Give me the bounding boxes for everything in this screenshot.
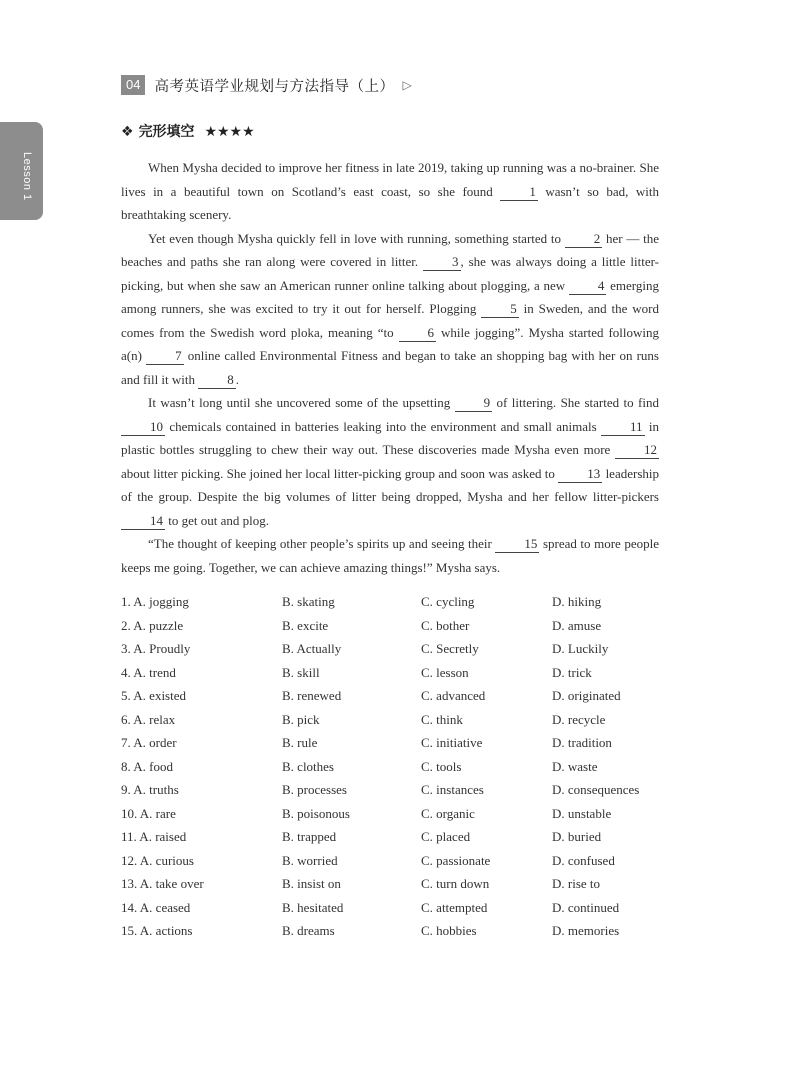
option-d: D. buried <box>552 829 602 844</box>
blank-14: 14 <box>121 513 165 530</box>
option-b: B. hesitated <box>282 899 344 915</box>
blank-13: 13 <box>558 466 602 483</box>
option-c: C. passionate <box>421 852 491 868</box>
option-a: 6. A. relax <box>121 711 176 727</box>
blank-4: 4 <box>569 278 607 295</box>
option-row-12 <box>121 849 681 873</box>
option-a: 2. A. puzzle <box>121 617 184 633</box>
option-b: B. trapped <box>282 829 337 844</box>
option-d: D. Luckily <box>552 641 609 656</box>
option-c: C. Secretly <box>421 641 479 656</box>
option-a: 15. A. actions <box>121 923 193 938</box>
book-title: 高考英语学业规划与方法指导（上） <box>154 78 395 95</box>
option-a: 14. A. ceased <box>121 899 191 915</box>
option-row-11 <box>121 825 681 849</box>
option-c: C. bother <box>421 617 470 633</box>
option-d: D. waste <box>552 758 598 774</box>
option-row-4 <box>121 661 681 685</box>
blank-5: 5 <box>481 301 519 318</box>
option-row-1 <box>121 590 681 614</box>
option-b: B. poisonous <box>282 805 350 821</box>
section-title-text: 完形填空 <box>138 124 195 140</box>
option-a: 7. A. order <box>121 735 177 750</box>
option-b: B. worried <box>282 852 338 868</box>
option-b: B. pick <box>282 711 320 727</box>
option-d: D. trick <box>552 664 592 680</box>
option-b: B. processes <box>282 782 347 797</box>
blank-1: 1 <box>500 184 538 201</box>
option-a: 8. A. food <box>121 758 173 774</box>
option-d: D. amuse <box>552 617 602 633</box>
option-b: B. skating <box>282 594 335 609</box>
option-c: C. think <box>421 711 463 727</box>
side-tab-label: Lesson 1 <box>21 151 33 201</box>
option-b: B. renewed <box>282 688 342 703</box>
option-c: C. cycling <box>421 594 475 609</box>
option-b: B. excite <box>282 617 329 633</box>
option-d: D. originated <box>552 688 621 703</box>
blank-11: 11 <box>601 419 645 436</box>
option-d: D. unstable <box>552 805 612 821</box>
page-number: 04 <box>121 75 145 95</box>
option-row-9 <box>121 778 681 802</box>
difficulty-stars: ★★★★ <box>204 124 255 140</box>
option-c: C. placed <box>421 829 471 844</box>
paragraph-4: “The thought of keeping other people’s spirits up and seeing their 15 spread to more people keeps me going. Together, we can achieve amazing things!” Mysha says. <box>121 536 660 575</box>
option-row-7 <box>121 731 681 755</box>
blank-12: 12 <box>615 442 659 459</box>
option-row-10 <box>121 802 681 826</box>
option-row-8 <box>121 755 681 779</box>
option-a: 4. A. trend <box>121 664 176 680</box>
option-c: C. attempted <box>421 899 488 915</box>
option-a: 13. A. take over <box>121 876 204 891</box>
blank-10: 10 <box>121 419 165 436</box>
option-row-6 <box>121 708 681 732</box>
option-d: D. continued <box>552 899 620 915</box>
option-d: D. memories <box>552 923 620 938</box>
option-c: C. initiative <box>421 735 483 750</box>
option-a: 11. A. raised <box>121 829 187 844</box>
option-row-3 <box>121 637 681 661</box>
option-a: 9. A. truths <box>121 782 179 797</box>
section-title <box>121 121 260 141</box>
option-c: C. organic <box>421 805 475 821</box>
option-d: D. tradition <box>552 735 612 750</box>
option-b: B. insist on <box>282 876 341 891</box>
option-a: 12. A. curious <box>121 852 194 868</box>
blank-8: 8 <box>198 372 236 389</box>
option-b: B. skill <box>282 664 320 680</box>
blank-7: 7 <box>146 348 184 365</box>
option-a: 5. A. existed <box>121 688 186 703</box>
blank-9: 9 <box>455 395 493 412</box>
paragraph-1: When Mysha decided to improve her fitness in late 2019, taking up running was a no-brainer. She lives in a beautiful town on Scotland’s east coast, so she found 1 wasn’t so bad, with breathtaking scenery. <box>121 160 659 222</box>
option-b: B. Actually <box>282 641 342 656</box>
option-row-13 <box>121 872 681 896</box>
option-row-2 <box>121 614 681 638</box>
option-c: C. hobbies <box>421 923 477 938</box>
option-b: B. rule <box>282 735 318 750</box>
option-d: D. rise to <box>552 876 601 891</box>
option-a: 10. A. rare <box>121 805 176 821</box>
blank-15: 15 <box>495 536 539 553</box>
option-c: C. turn down <box>421 876 490 891</box>
option-row-15 <box>121 919 681 943</box>
cloze-passage <box>121 156 659 579</box>
page-header <box>121 74 412 96</box>
option-row-5 <box>121 684 681 708</box>
option-d: D. recycle <box>552 711 606 727</box>
blank-6: 6 <box>399 325 437 342</box>
option-b: B. dreams <box>282 923 335 938</box>
option-b: B. clothes <box>282 758 334 774</box>
paragraph-3: It wasn’t long until she uncovered some of the upsetting 9 of littering. She started to find 10 chemicals contained in batteries leaking into the environment and small animals 11 in plastic bottles struggling to chew their way out. These discoveries made Mysha even more 12 about litter picking. She joined her local litter-picking group and soon was asked to 13 leadership of the group. Despite the big volumes of litter being dropped, Mysha and her fellow litter-pickers 14 to get out and plog. <box>121 395 659 528</box>
option-c: C. advanced <box>421 688 486 703</box>
option-c: C. tools <box>421 758 462 774</box>
option-a: 1. A. jogging <box>121 594 189 609</box>
option-a: 3. A. Proudly <box>121 641 191 656</box>
answer-options <box>121 590 681 943</box>
play-arrow-icon: ▷ <box>402 78 412 92</box>
option-d: D. confused <box>552 852 615 868</box>
option-c: C. lesson <box>421 664 469 680</box>
option-d: D. hiking <box>552 594 602 609</box>
blank-3: 3 <box>423 254 461 271</box>
option-row-14 <box>121 896 681 920</box>
paragraph-2: Yet even though Mysha quickly fell in love with running, something started to 2 her — the beaches and paths she ran along were covered in litter. 3 , she was always doing a little litter-picking, but when she saw an American runner online talking about plogging, a new 4 emerging among runners, she was excited to try it out for herself. Plogging 5 in Sweden, and the word comes from the Swedish word ploka, meaning “to 6 while jogging”. Mysha started following a(n) 7 online called Environmental Fitness and began to take an shopping bag with her on runs and fill it with 8 . <box>121 230 660 387</box>
diamond-bullet-icon: ❖ <box>121 124 134 140</box>
blank-2: 2 <box>565 231 603 248</box>
option-c: C. instances <box>421 782 484 797</box>
option-d: D. consequences <box>552 782 640 797</box>
